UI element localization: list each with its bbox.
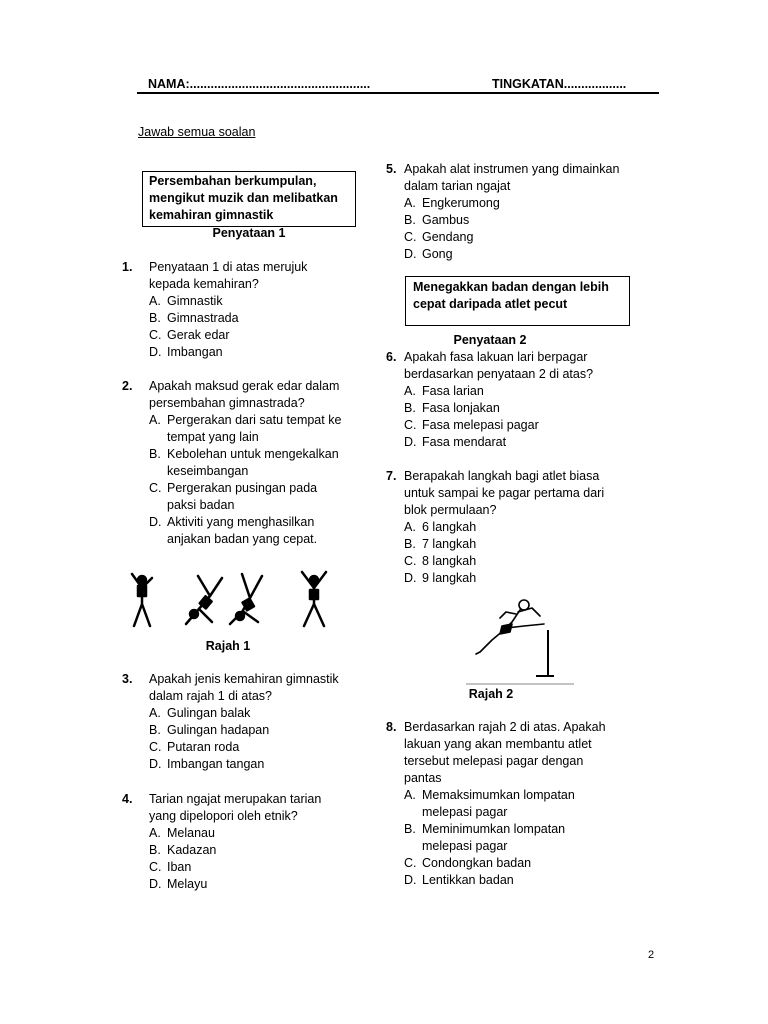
answer-option[interactable]: B. Fasa lonjakan: [404, 401, 500, 415]
figure-1-caption: Rajah 1: [205, 639, 251, 653]
answer-option[interactable]: D. Melayu: [149, 877, 208, 891]
question-text: untuk sampai ke pagar pertama dari: [404, 486, 605, 500]
question-number: 1.: [122, 260, 133, 274]
answer-option[interactable]: D. Lentikkan badan: [404, 873, 514, 887]
answer-option[interactable]: A. Gulingan balak: [149, 706, 251, 720]
question-text: pantas: [404, 771, 442, 785]
question-text: berdasarkan penyataan 2 di atas?: [404, 367, 594, 381]
answer-option[interactable]: C. Putaran roda: [149, 740, 240, 754]
answer-option[interactable]: A. Memaksimumkan lompatan melepasi pagar: [404, 788, 575, 819]
page-number: 2: [648, 949, 655, 961]
figure-2-caption: Rajah 2: [468, 687, 514, 701]
instruction-text: Jawab semua soalan: [138, 125, 256, 139]
answer-option[interactable]: D. Gong: [404, 247, 453, 261]
answer-option[interactable]: A. Gimnastik: [149, 294, 223, 308]
answer-option[interactable]: D. Imbangan: [149, 345, 223, 359]
question-number: 2.: [122, 379, 133, 393]
question-number: 7.: [386, 469, 397, 483]
statement-2-line: Menegakkan badan dengan lebih: [413, 280, 609, 294]
answer-option[interactable]: C. Gendang: [404, 230, 474, 244]
question-text: tersebut melepasi pagar dengan: [404, 754, 584, 768]
statement-2-box: [405, 276, 630, 326]
statement-2-line: cepat daripada atlet pecut: [413, 297, 568, 311]
answer-option[interactable]: C. Gerak edar: [149, 328, 230, 342]
question-text: Apakah maksud gerak edar dalam: [149, 379, 340, 393]
answer-option[interactable]: A. Melanau: [149, 826, 215, 840]
answer-option[interactable]: B. Meminimumkan lompatan melepasi pagar: [404, 822, 566, 853]
answer-option[interactable]: B. Kebolehan untuk mengekalkan keseimbangan: [149, 447, 339, 478]
answer-option[interactable]: A. 6 langkah: [404, 520, 477, 534]
question-text: Penyataan 1 di atas merujuk: [149, 260, 308, 274]
statement-1-line: kemahiran gimnastik: [149, 208, 274, 222]
question-text: Berdasarkan rajah 2 di atas. Apakah: [404, 720, 606, 734]
answer-option[interactable]: C. Pergerakan pusingan pada paksi badan: [149, 481, 318, 512]
answer-option[interactable]: B. Kadazan: [149, 843, 217, 857]
question-text: Apakah fasa lakuan lari berpagar: [404, 350, 588, 364]
question-number: 5.: [386, 162, 397, 176]
question-number: 3.: [122, 672, 133, 686]
gymnasts-cartwheel-figure: [118, 566, 346, 634]
answer-option[interactable]: D. 9 langkah: [404, 571, 477, 585]
answer-option[interactable]: D. Aktiviti yang menghasilkan anjakan badan yang cepat.: [149, 515, 318, 546]
answer-option[interactable]: B. Gulingan hadapan: [149, 723, 270, 737]
answer-option[interactable]: B. Gambus: [404, 213, 470, 227]
answer-option[interactable]: C. Condongkan badan: [404, 856, 532, 870]
question-text: blok permulaan?: [404, 503, 497, 517]
question-text: Tarian ngajat merupakan tarian: [149, 792, 322, 806]
answer-option[interactable]: D. Imbangan tangan: [149, 757, 265, 771]
statement-1-line: mengikut muzik dan melibatkan: [149, 191, 338, 205]
question-text: lakuan yang akan membantu atlet: [404, 737, 592, 751]
name-field-label: NAMA:....................................................: [148, 77, 371, 91]
statement-1-box: [142, 171, 356, 227]
question-text: dalam tarian ngajat: [404, 179, 511, 193]
question-text: Apakah alat instrumen yang dimainkan: [404, 162, 620, 176]
class-field-label: TINGKATAN..................: [492, 77, 627, 91]
question-number: 4.: [122, 792, 133, 806]
answer-option[interactable]: B. 7 langkah: [404, 537, 477, 551]
answer-option[interactable]: D. Fasa mendarat: [404, 435, 507, 449]
statement-2-caption: Penyataan 2: [453, 333, 527, 347]
answer-option[interactable]: B. Gimnastrada: [149, 311, 239, 325]
answer-option[interactable]: A. Fasa larian: [404, 384, 484, 398]
answer-option[interactable]: C. Fasa melepasi pagar: [404, 418, 539, 432]
question-text: Apakah jenis kemahiran gimnastik: [149, 672, 339, 686]
question-text: dalam rajah 1 di atas?: [149, 689, 272, 703]
question-text: Berapakah langkah bagi atlet biasa: [404, 469, 600, 483]
answer-option[interactable]: A. Engkerumong: [404, 196, 500, 210]
statement-1-line: Persembahan berkumpulan,: [149, 174, 317, 188]
answer-option[interactable]: A. Pergerakan dari satu tempat ke tempat yang lain: [149, 413, 342, 444]
statement-1-caption: Penyataan 1: [212, 226, 286, 240]
question-number: 6.: [386, 350, 397, 364]
question-text: kepada kemahiran?: [149, 277, 259, 291]
answer-option[interactable]: C. Iban: [149, 860, 192, 874]
question-text: persembahan gimnastrada?: [149, 396, 305, 410]
answer-option[interactable]: C. 8 langkah: [404, 554, 477, 568]
question-number: 8.: [386, 720, 397, 734]
question-text: yang dipelopori oleh etnik?: [149, 809, 298, 823]
header-divider: [137, 92, 659, 94]
hurdler-figure: [466, 596, 576, 688]
